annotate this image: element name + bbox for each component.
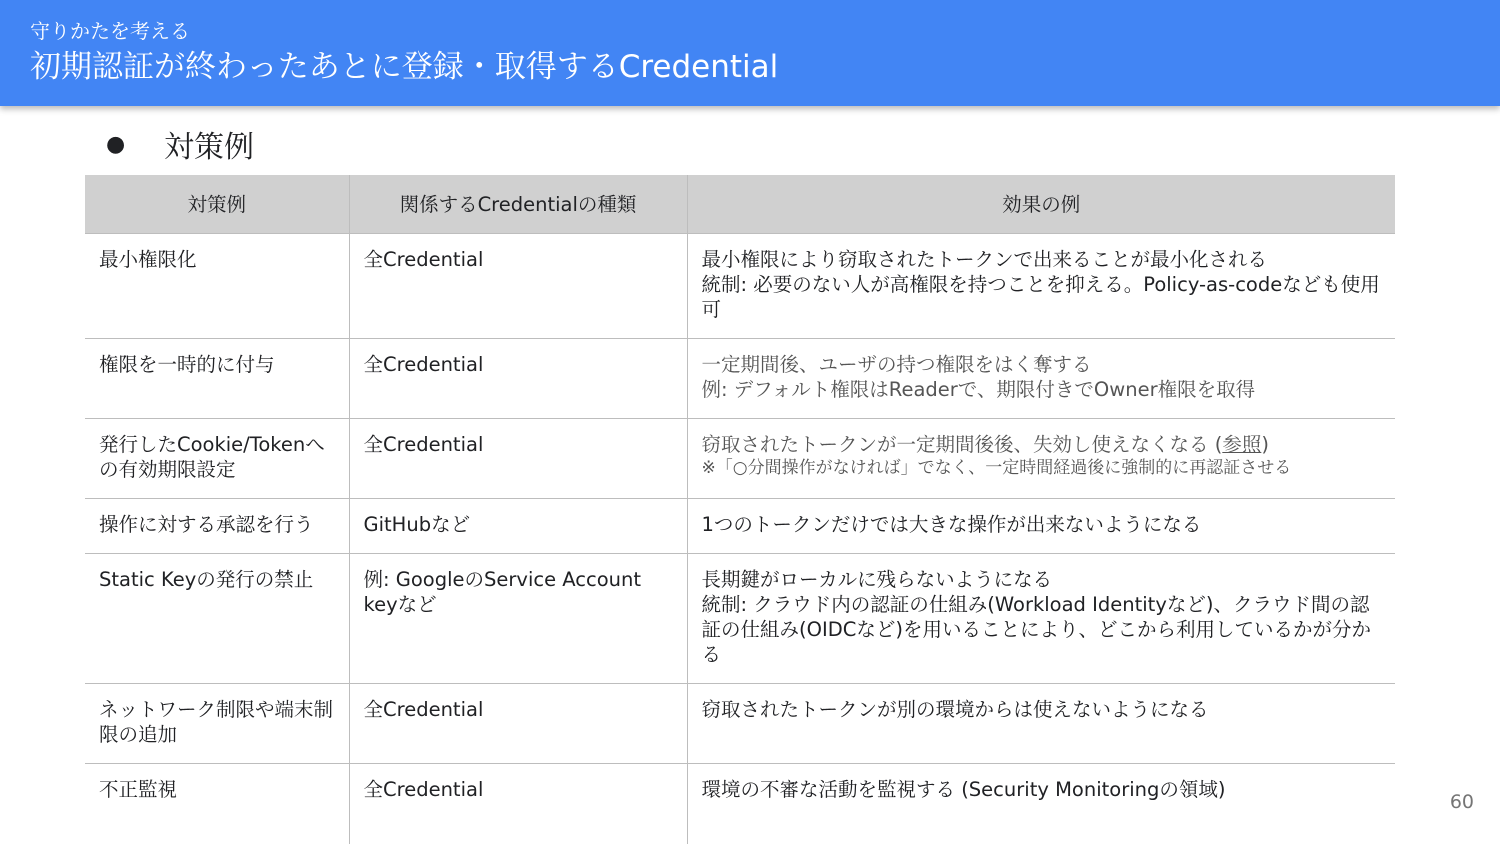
- effect-note: ※「○分間操作がなければ」でなく、一定時間経過後に強制的に再認証させる: [701, 458, 1292, 478]
- effect-cell: [687, 684, 1395, 764]
- reference-link[interactable]: 参照: [1222, 433, 1262, 456]
- credential-cell: 全Credential: [349, 339, 687, 419]
- effect-cell: [687, 499, 1395, 554]
- credential-cell: GitHubなど: [349, 499, 687, 554]
- credential-cell: 全Credential: [349, 234, 687, 339]
- table-row: [85, 554, 1395, 684]
- section-subtitle: 守りかたを考える: [30, 19, 190, 43]
- measure-cell: 権限を一時的に付与: [85, 339, 349, 419]
- column-header-measure: 対策例: [85, 175, 349, 234]
- countermeasure-table: [85, 175, 1395, 844]
- effect-line: [702, 432, 1382, 457]
- bullet-item: [106, 124, 254, 164]
- table-row: [85, 684, 1395, 764]
- effect-line: 最小権限により窃取されたトークンで出来ることが最小化される: [701, 248, 1268, 271]
- effect-line: 統制: クラウド内の認証の仕組み(Workload Identityなど)、クラウド間の認証の仕組み(OIDCなど)を用いることにより、どこから利用しているかが分かる: [701, 593, 1371, 666]
- table-header-row: [85, 175, 1395, 234]
- effect-line: 例: デフォルト権限はReaderで、期限付きでOwner権限を取得: [701, 378, 1256, 401]
- page-number: 60: [1449, 791, 1474, 813]
- credential-cell: 例: GoogleのService Account keyなど: [349, 554, 687, 684]
- column-header-credential: 関係するCredentialの種類: [349, 175, 687, 234]
- effect-line: 1つのトークンだけでは大きな操作が出来ないようになる: [701, 513, 1202, 536]
- effect-cell: [687, 234, 1395, 339]
- effect-line: 長期鍵がローカルに残らないようになる: [701, 568, 1053, 591]
- measure-cell: Static Keyの発行の禁止: [85, 554, 349, 684]
- table-row: [85, 499, 1395, 554]
- measure-cell: 操作に対する承認を行う: [85, 499, 349, 554]
- effect-line: 統制: 必要のない人が高権限を持つことを抑える。Policy-as-codeなども使用可: [701, 273, 1380, 321]
- bullet-icon: ●: [106, 131, 126, 157]
- effect-text: 窃取されたトークンが一定期間後後、失効し使えなくなる (: [701, 433, 1223, 456]
- bullet-text: 対策例: [164, 130, 254, 165]
- table-row: [85, 234, 1395, 339]
- effect-line: 環境の不審な活動を監視する (Security Monitoringの領域): [701, 778, 1226, 801]
- measure-cell: ネットワーク制限や端末制限の追加: [85, 684, 349, 764]
- effect-text-close: ): [1261, 433, 1269, 456]
- slide-title: 初期認証が終わったあとに登録・取得するCredential: [30, 49, 779, 85]
- table-row: [85, 764, 1395, 844]
- effect-cell: [687, 339, 1395, 419]
- measure-cell: 不正監視: [85, 764, 349, 844]
- effect-line: 窃取されたトークンが別の環境からは使えないようになる: [701, 698, 1209, 721]
- table-row: [85, 339, 1395, 419]
- credential-cell: 全Credential: [349, 764, 687, 844]
- table-row: [85, 419, 1395, 499]
- effect-cell: [687, 554, 1395, 684]
- credential-cell: 全Credential: [349, 419, 687, 499]
- effect-cell: [687, 764, 1395, 844]
- column-header-effect: 効果の例: [687, 175, 1395, 234]
- credential-cell: 全Credential: [349, 684, 687, 764]
- measure-cell: 発行したCookie/Tokenへの有効期限設定: [85, 419, 349, 499]
- effect-line: 一定期間後、ユーザの持つ権限をはく奪する: [701, 353, 1092, 376]
- measure-cell: 最小権限化: [85, 234, 349, 339]
- effect-cell: [687, 419, 1395, 499]
- slide-header: [0, 0, 1500, 106]
